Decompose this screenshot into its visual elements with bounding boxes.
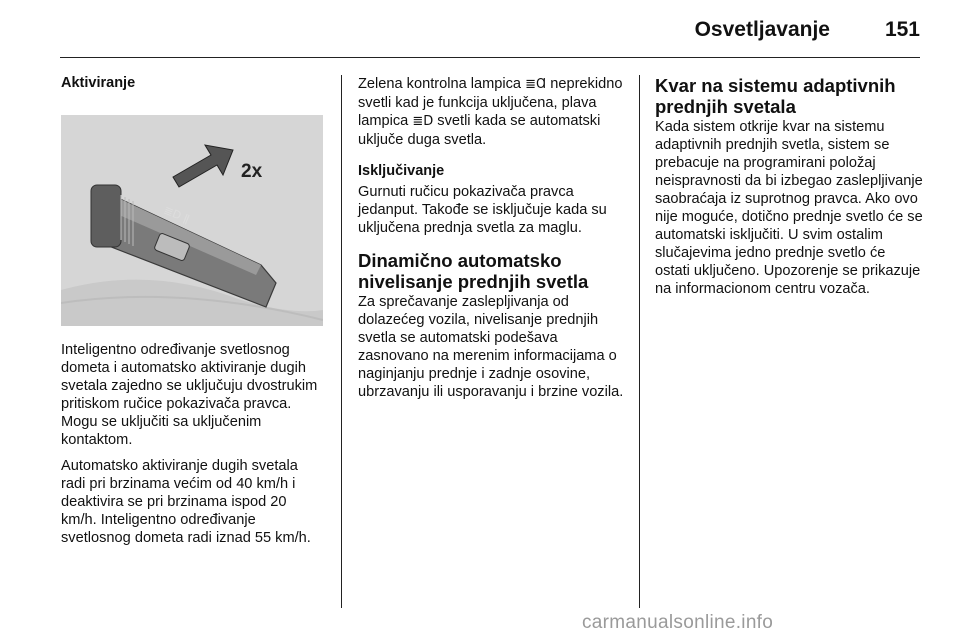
paragraph: Automatsko aktiviranje dugih svetala radi pri brzinama većim od 40 km/h i deaktivira se pri brzinama ispod 20 km/h. Inteligentno određivanje svetlosnog dometa radi iznad 55 km/h.: [61, 458, 311, 546]
page-number: 151: [884, 18, 920, 41]
page-title: Osvetljavanje: [694, 18, 830, 41]
column-left: [61, 75, 325, 555]
section-subheading: Aktiviranje: [61, 75, 136, 91]
paragraph: Kada sistem otkrije kvar na sistemu adaptivnih prednjih svetla, sistem se prebacuje na programirani položaj neispravnosti da bi izbegao zaslepljivanje saobraćaja iz suprotnog pravca. Ako ovo nije moguće, dotično prednje svetlo će se automatski isključiti. U svim ostalim slučajevima jedno prednje svetlo će ostati uključeno. Upozorenje se prikazuje na informacionom centru vozača.: [655, 119, 923, 297]
turn-signal-stalk-image: [61, 115, 323, 326]
page-header: [60, 0, 920, 58]
figure-label: 2x: [241, 161, 263, 182]
paragraph: Za sprečavanje zaslepljivanja od dolazećeg vozila, nivelisanje prednjih svetla se automatski podešava zasnovano na merenim informacijama o naginjanju prednje i zadnje osovine, ubrzavanju ili usporavanju i brzine vozila.: [358, 294, 624, 400]
green-lamp-icon: ≣Ɑ: [525, 77, 547, 92]
blue-lamp-icon: ≣D: [412, 114, 434, 129]
paragraph: Gurnuti ručicu pokazivača pravca jedanput. Takođe se isključuje kada su uključena prednja svetla za maglu.: [358, 184, 607, 236]
stalk-illustration: [61, 115, 323, 326]
section-heading: Dinamično automatsko nivelisanje prednjih svetla: [358, 250, 589, 292]
column-divider: [341, 75, 342, 608]
section-heading: Kvar na sistemu adaptivnih prednjih svetala: [655, 75, 896, 117]
column-right: [655, 75, 923, 306]
column-divider: [639, 75, 640, 608]
watermark: carmanualsonline.info: [582, 612, 774, 633]
text-span: neprekidno svetli kad je funkcija uključena, plava lampica: [358, 76, 623, 129]
text-span: svetli kada se automatski uključe duga svetla.: [358, 113, 601, 148]
section-subheading: Isključivanje: [358, 163, 445, 179]
paragraph: Inteligentno određivanje svetlosnog dometa i automatsko aktiviranje dugih svetala zajedno se uključuju dvostrukim pritiskom ručice pokazivača pravca. Mogu se uključiti sa uključenim kontaktom.: [61, 342, 318, 448]
column-middle: [358, 75, 624, 409]
paragraph-lamps: [358, 75, 624, 149]
text-span: Zelena kontrolna lampica: [358, 76, 526, 92]
svg-text:≣D ǁ: ≣D ǁ: [161, 203, 192, 226]
